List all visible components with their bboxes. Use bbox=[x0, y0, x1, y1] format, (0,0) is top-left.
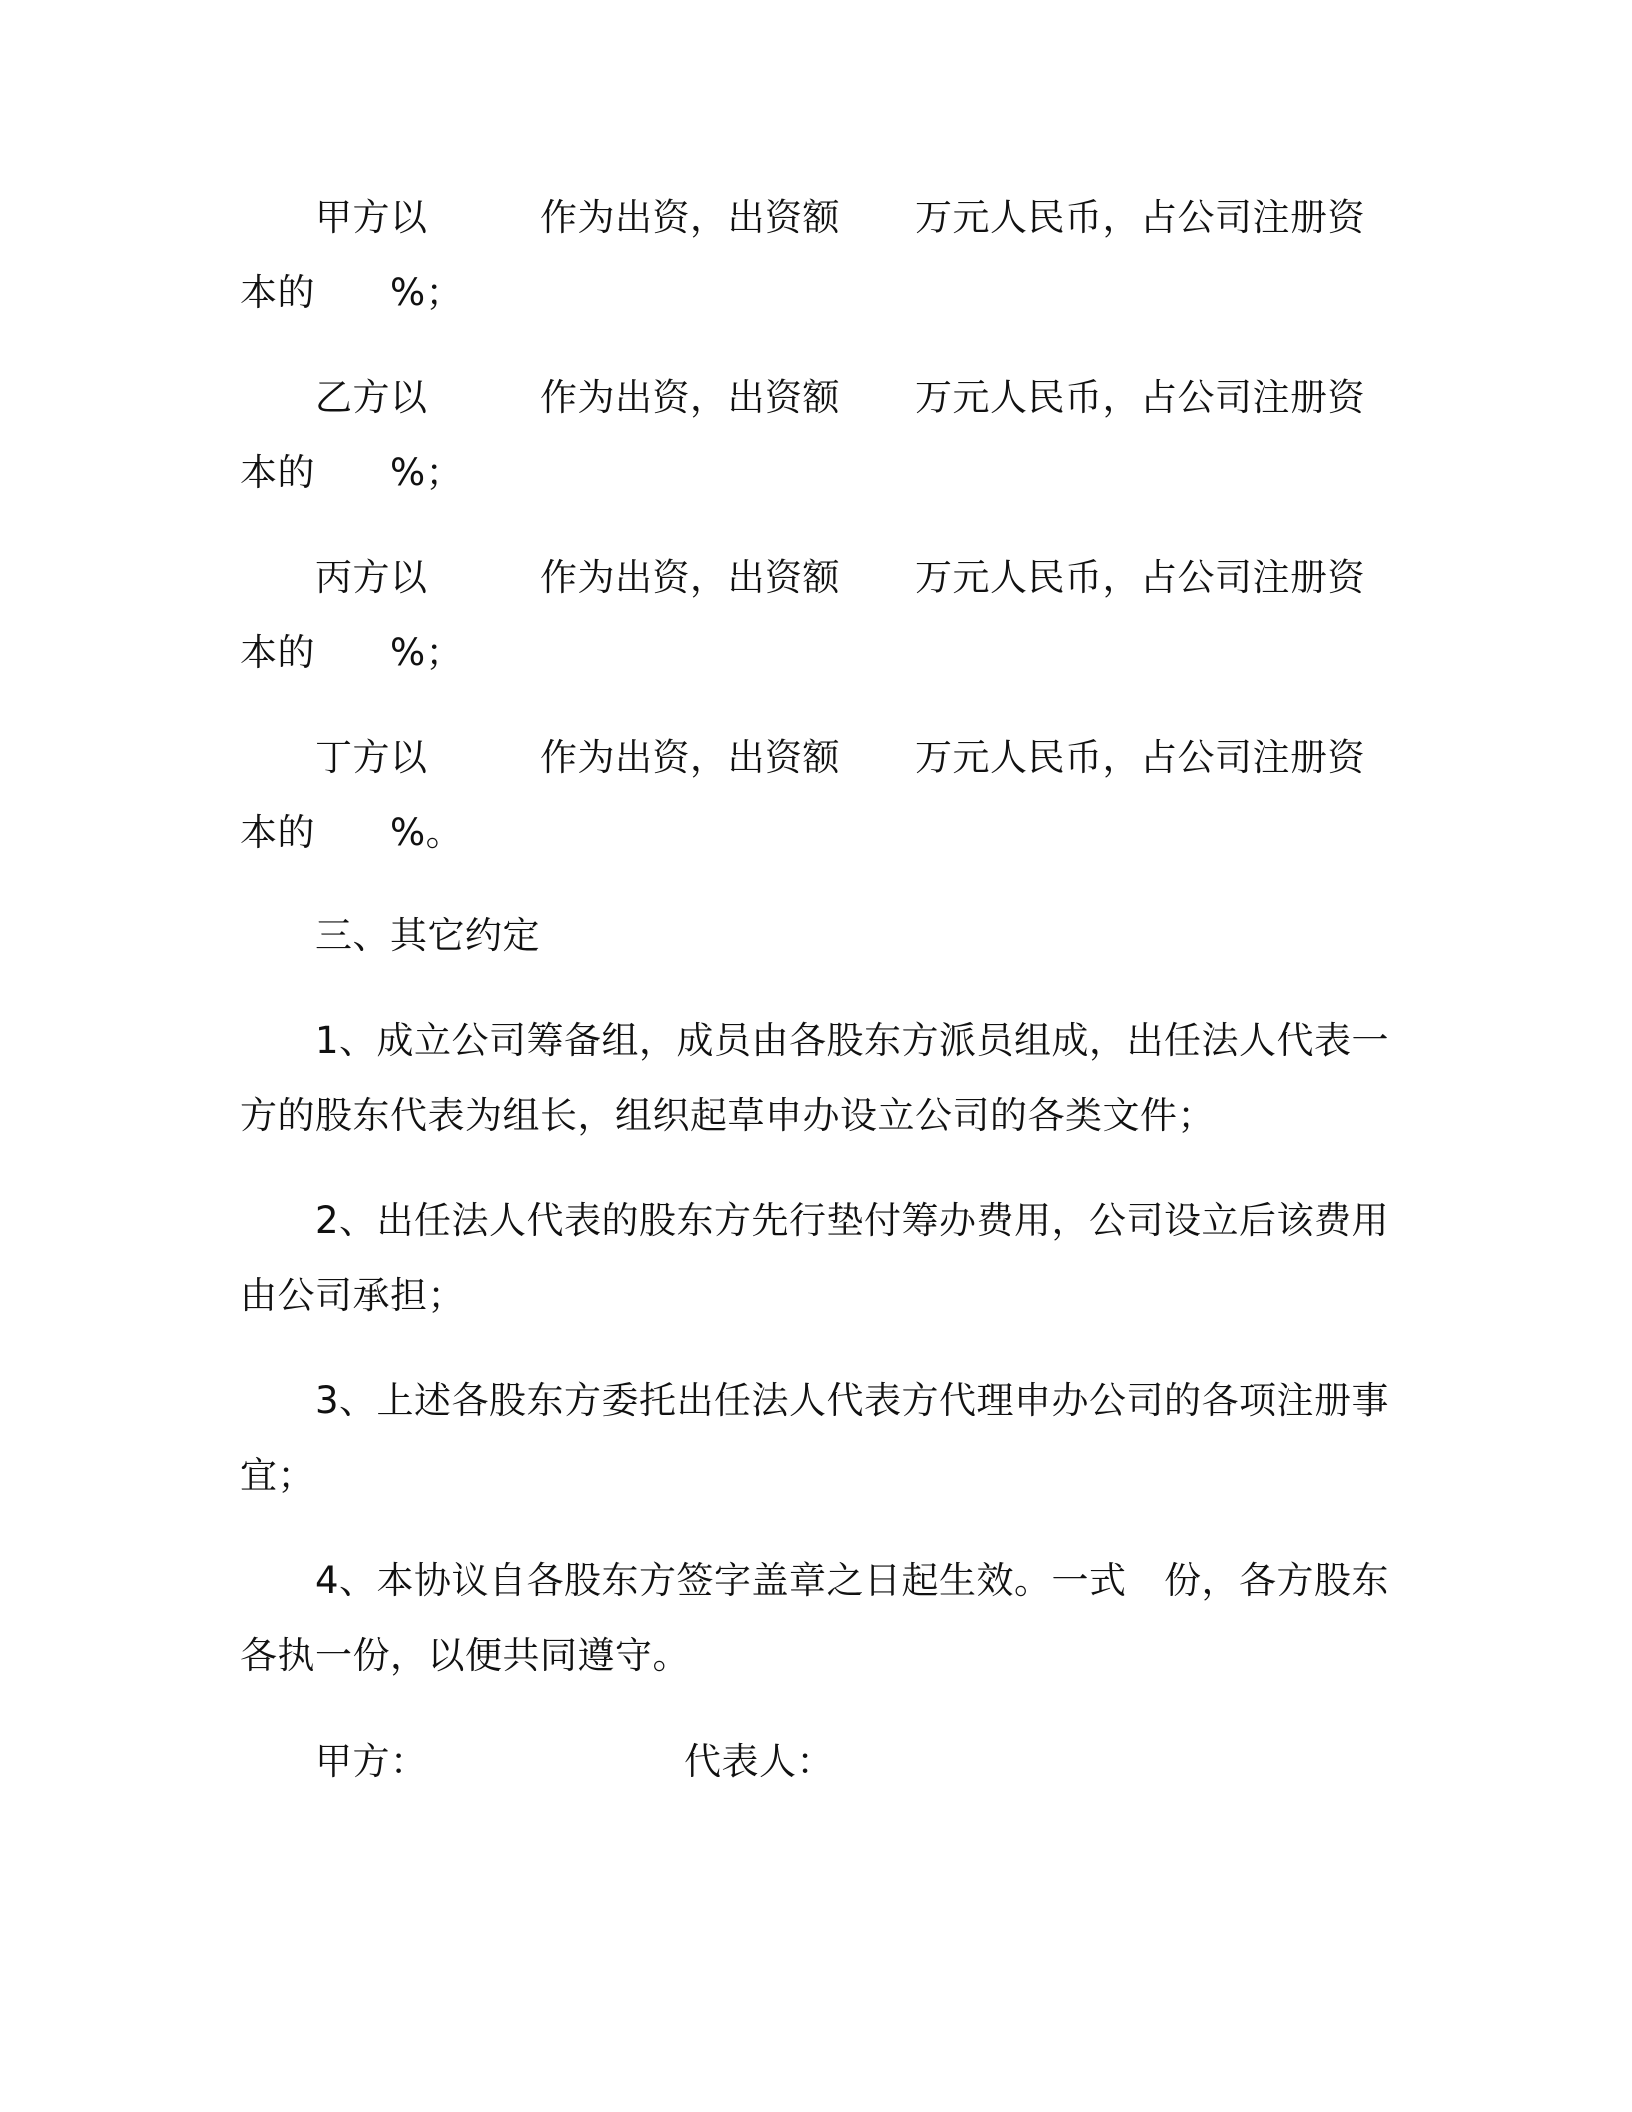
clause-3-line1: 3、上述各股东方委托出任法人代表方代理申办公司的各项注册事 bbox=[315, 1379, 1390, 1422]
contribution-party-c-line1: 丙方以 作为出资，出资额 万元人民币，占公司注册资 bbox=[315, 556, 1365, 599]
clause-1-line1: 1、成立公司筹备组，成员由各股东方派员组成，出任法人代表一 bbox=[315, 1019, 1390, 1062]
clause-4-line1: 4、本协议自各股东方签字盖章之日起生效。一式 份，各方股东 bbox=[315, 1559, 1390, 1602]
contribution-party-a-line2: 本的 %； bbox=[240, 271, 464, 314]
section-heading: 三、其它约定 bbox=[315, 914, 540, 957]
contribution-party-b-line1: 乙方以 作为出资，出资额 万元人民币，占公司注册资 bbox=[315, 376, 1365, 419]
clause-2-line1: 2、出任法人代表的股东方先行垫付筹办费用，公司设立后该费用 bbox=[315, 1199, 1390, 1242]
signature-party-label: 甲方： bbox=[315, 1740, 428, 1783]
contribution-party-d-line2: 本的 %。 bbox=[240, 811, 464, 854]
clause-3-line2: 宜； bbox=[240, 1454, 315, 1497]
clause-1-line2: 方的股东代表为组长，组织起草申办设立公司的各类文件； bbox=[240, 1094, 1215, 1137]
contribution-party-a-line1: 甲方以 作为出资，出资额 万元人民币，占公司注册资 bbox=[315, 196, 1365, 239]
clause-2-line2: 由公司承担； bbox=[240, 1274, 465, 1317]
contribution-party-b-line2: 本的 %； bbox=[240, 451, 464, 494]
contribution-party-c-line2: 本的 %； bbox=[240, 631, 464, 674]
signature-representative-label: 代表人： bbox=[684, 1740, 834, 1783]
contribution-party-d-line1: 丁方以 作为出资，出资额 万元人民币，占公司注册资 bbox=[315, 736, 1365, 779]
clause-4-line2: 各执一份，以便共同遵守。 bbox=[240, 1634, 690, 1677]
